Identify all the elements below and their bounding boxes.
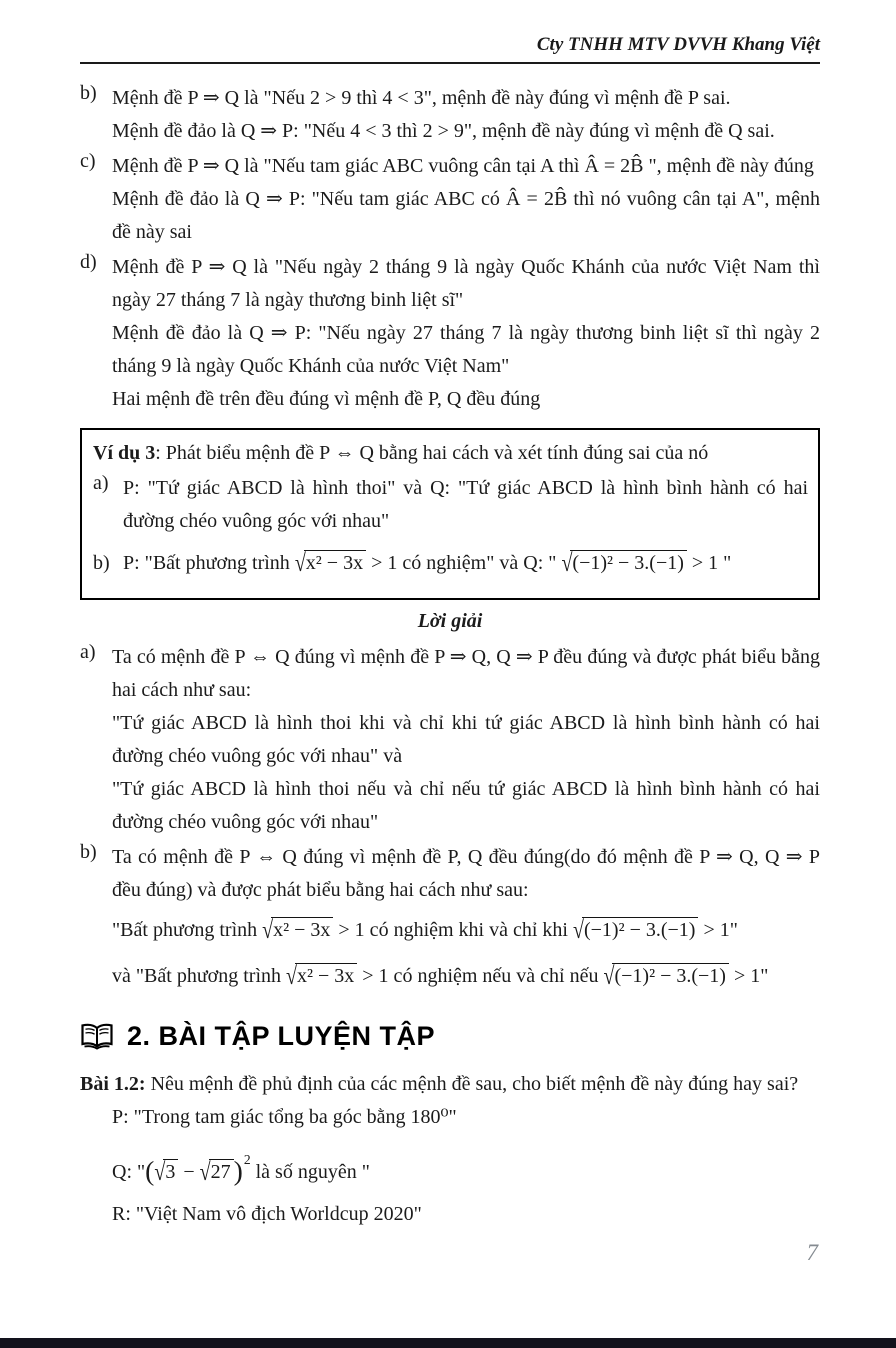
sqrt-expression (262, 907, 333, 953)
radicand: (−1)² − 3.(−1) (570, 550, 686, 574)
item-marker: a) (80, 641, 96, 663)
paragraph: Mệnh đề đảo là Q ⇒ P: "Nếu tam giác ABC có Â = 2B̂ thì nó vuông cân tại A", mệnh đề này sai (112, 188, 820, 243)
paragraph: "Tứ giác ABCD là hình thoi nếu và chỉ nếu tứ giác ABCD là hình bình hành có hai đường chéo vuông góc với nhau" (112, 778, 820, 833)
statement-p: P: "Trong tam giác tổng ba góc bằng 180⁰" (112, 1106, 457, 1128)
list-item-b (80, 82, 820, 148)
paragraph: Ta có mệnh đề P ⇔ Q đúng vì mệnh đề P ⇒ Q, Q ⇒ P đều đúng và được phát biểu bằng hai cách như sau: (112, 646, 820, 701)
radicand: (−1)² − 3.(−1) (582, 917, 698, 941)
exercise-intro (80, 1068, 820, 1101)
item-marker: c) (80, 150, 96, 172)
math-text: > 1" (698, 919, 738, 941)
item-content (112, 251, 820, 416)
paragraph: Mệnh đề đảo là Q ⇒ P: "Nếu 4 < 3 thì 2 > 9", mệnh đề này đúng vì mệnh đề Q sai. (112, 120, 775, 142)
paragraph: Hai mệnh đề trên đều đúng vì mệnh đề P, Q đều đúng (112, 388, 541, 410)
exercise-1-2 (80, 1068, 820, 1231)
item-content (112, 641, 820, 839)
paragraph: Ta có mệnh đề P ⇔ Q đúng vì mệnh đề P, Q đều đúng(do đó mệnh đề P ⇒ Q, Q ⇒ P đều đúng) và được phát biểu bằng hai cách như sau: (112, 846, 820, 901)
item-content (112, 82, 820, 148)
math-text: > 1 có nghiệm nếu và chỉ nếu (357, 965, 604, 987)
math-text: > 1 " (686, 552, 732, 574)
radicand: x² − 3x (295, 963, 357, 987)
open-book-icon (80, 1023, 114, 1050)
paragraph: Mệnh đề P ⇒ Q là "Nếu tam giác ABC vuông cân tại A thì Â = 2B̂ ", mệnh đề này đúng (112, 155, 814, 177)
example-item-a (93, 472, 808, 538)
section-heading (80, 1021, 820, 1052)
paragraph: "Tứ giác ABCD là hình thoi khi và chỉ khi tứ giác ABCD là hình bình hành có hai đường chéo vuông góc với nhau" và (112, 712, 820, 767)
example-title-text: : Phát biểu mệnh đề P ⇔ Q bằng hai cách và xét tính đúng sai của nó (155, 442, 709, 464)
math-text: > 1 có nghiệm khi và chỉ khi (333, 919, 573, 941)
radicand: 3 (163, 1159, 178, 1183)
statement-r: R: "Việt Nam vô địch Worldcup 2020" (112, 1203, 422, 1225)
example-title (93, 437, 808, 470)
math-text: − (178, 1161, 200, 1183)
item-marker: b) (80, 82, 97, 104)
sqrt-expression (604, 953, 729, 999)
bottom-bar (0, 1338, 896, 1348)
radicand: (−1)² − 3.(−1) (612, 963, 728, 987)
math-line (112, 953, 820, 999)
statement-q (112, 1134, 820, 1198)
item-marker: d) (80, 251, 97, 273)
section-heading-text: 2. BÀI TẬP LUYỆN TẬP (127, 1021, 436, 1051)
sqrt-expression (286, 953, 357, 999)
exponent: 2 (243, 1152, 251, 1167)
radicand: x² − 3x (271, 917, 333, 941)
page-number: 7 (806, 1240, 818, 1265)
radicand: 27 (209, 1159, 234, 1183)
solution-item-a (80, 641, 820, 839)
item-marker: b) (80, 841, 97, 863)
item-content (123, 472, 808, 538)
math-text: là số nguyên " (250, 1161, 370, 1183)
item-content (112, 841, 820, 999)
math-text: Q: " (112, 1161, 146, 1183)
solution-label: Lời giải (417, 610, 483, 632)
running-header: Cty TNHH MTV DVVH Khang Việt (536, 34, 820, 55)
sqrt-expression (561, 540, 686, 586)
math-line (123, 540, 808, 586)
math-text: và "Bất phương trình (112, 965, 287, 987)
item-marker: b) (93, 552, 110, 574)
math-text: > 1" (728, 965, 769, 987)
radicand: x² − 3x (304, 550, 366, 574)
example-box (80, 428, 820, 600)
paragraph: Mệnh đề P ⇒ Q là "Nếu 2 > 9 thì 4 < 3", mệnh đề này đúng vì mệnh đề P sai. (112, 87, 731, 109)
example-title-label: Ví dụ 3 (93, 442, 156, 464)
solution-item-b (80, 841, 820, 999)
item-marker: a) (93, 472, 109, 494)
math-text: P: "Bất phương trình (123, 552, 295, 574)
left-paren: ( (145, 1155, 155, 1186)
header-divider (80, 62, 820, 64)
sqrt-expression (295, 540, 366, 586)
sqrt-expression (573, 907, 698, 953)
item-content (112, 150, 820, 249)
right-paren: ) (233, 1155, 243, 1186)
list-item-d (80, 251, 820, 416)
item-content (123, 540, 808, 586)
sqrt-expression (154, 1146, 178, 1198)
list-item-c (80, 150, 820, 249)
math-line (112, 907, 820, 953)
paragraph: Mệnh đề đảo là Q ⇒ P: "Nếu ngày 27 tháng 7 là ngày thương binh liệt sĩ thì ngày 2 tháng 9 là ngày Quốc Khánh của nước Việt Nam" (112, 322, 820, 377)
math-text: > 1 có nghiệm" và Q: " (366, 552, 562, 574)
math-text: "Bất phương trình (112, 919, 263, 941)
sqrt-expression (200, 1146, 234, 1198)
exercise-label: Bài 1.2: (80, 1073, 146, 1095)
exercise-intro-text: Nêu mệnh đề phủ định của các mệnh đề sau, cho biết mệnh đề này đúng hay sai? (145, 1073, 799, 1095)
example-item-b (93, 540, 808, 586)
paragraph: Mệnh đề P ⇒ Q là "Nếu ngày 2 tháng 9 là ngày Quốc Khánh của nước Việt Nam thì ngày 27 tháng 7 là ngày thương binh liệt sĩ" (112, 256, 820, 311)
paragraph: P: "Tứ giác ABCD là hình thoi" và Q: "Tứ giác ABCD là hình bình hành có hai đường chéo vuông góc với nhau" (123, 477, 808, 532)
